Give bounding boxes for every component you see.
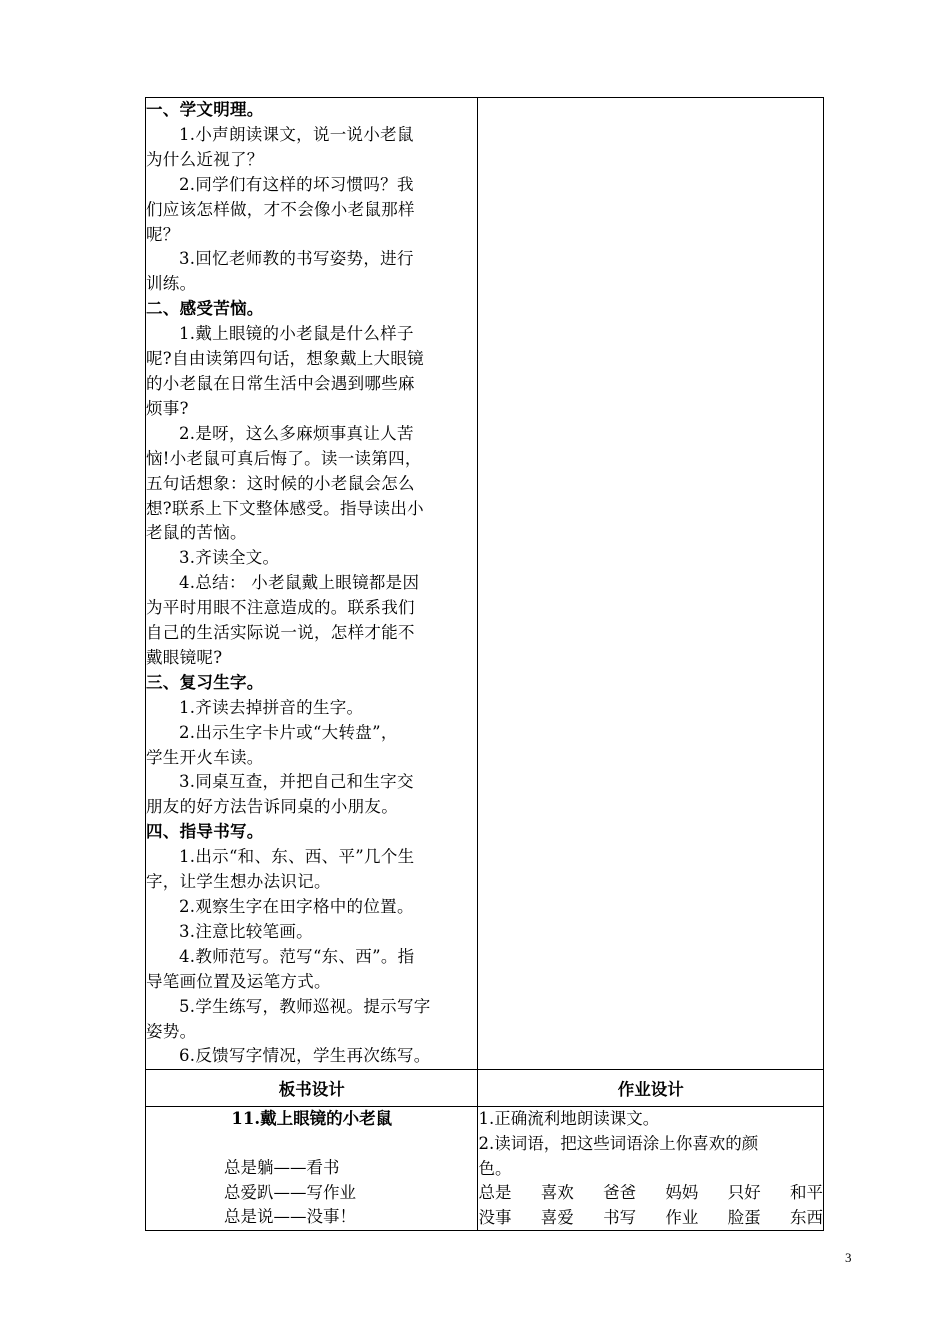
lesson-text-line: 2.观察生字在田字格中的位置。 bbox=[179, 897, 414, 916]
lesson-text-line: 3.注意比较笔画。 bbox=[179, 921, 313, 941]
section-heading: 三、复习生字。 bbox=[146, 672, 264, 692]
design-row bbox=[146, 1107, 824, 1231]
lesson-text-line: 呢？ bbox=[146, 224, 180, 244]
page-number: 3 bbox=[845, 1250, 852, 1265]
lesson-text-line: 为平时用眼不注意造成的。联系我们 bbox=[146, 598, 415, 618]
lesson-plan-table bbox=[145, 97, 824, 1231]
lesson-text-line: 导笔画位置及运笔方式。 bbox=[146, 971, 331, 991]
lesson-text-line: 自己的生活实际说一说，怎样才能不 bbox=[146, 623, 415, 643]
lesson-text-line: 的小老鼠在日常生活中会遇到哪些麻 bbox=[146, 373, 415, 393]
lesson-text-line: 1.齐读去掉拼音的生字。 bbox=[179, 697, 364, 717]
word: 作业 bbox=[665, 1207, 699, 1227]
word: 只好 bbox=[727, 1183, 761, 1203]
word: 和平 bbox=[789, 1183, 823, 1203]
word: 爸爸 bbox=[603, 1183, 637, 1203]
lesson-text-line: 姿势。 bbox=[146, 1021, 197, 1041]
lesson-text-line: 1.戴上眼镜的小老鼠是什么样子 bbox=[179, 324, 414, 344]
section-heading: 二、感受苦恼。 bbox=[146, 299, 264, 319]
word-row bbox=[478, 1206, 823, 1231]
lesson-text-line: 2.同学们有这样的坏习惯吗？我 bbox=[179, 174, 414, 194]
board-line: 总是躺——看书 bbox=[224, 1157, 340, 1177]
word: 妈妈 bbox=[665, 1183, 699, 1203]
section-heading: 四、指导书写。 bbox=[146, 822, 264, 842]
header-row bbox=[146, 1070, 824, 1107]
board-title: 11.戴上眼镜的小老鼠 bbox=[231, 1109, 393, 1129]
lesson-text-line: 朋友的好方法告诉同桌的小朋友。 bbox=[146, 797, 398, 817]
lesson-text-line: 烦事? bbox=[146, 398, 189, 418]
lesson-text-line: 为什么近视了？ bbox=[146, 149, 264, 169]
word: 东西 bbox=[789, 1207, 823, 1227]
lesson-text-line: 3.回忆老师教的书写姿势，进行 bbox=[179, 249, 414, 269]
lesson-text-line: 3.同桌互查，并把自己和生字交 bbox=[179, 772, 414, 792]
lesson-process-cell bbox=[146, 98, 478, 1070]
lesson-text-line: 3.齐读全文。 bbox=[179, 548, 280, 568]
lesson-text-line: 想?联系上下文整体感受。指导读出小 bbox=[146, 498, 424, 518]
lesson-text-line: 们应该怎样做，才不会像小老鼠那样 bbox=[146, 199, 415, 219]
word: 喜欢 bbox=[540, 1183, 574, 1203]
word: 没事 bbox=[478, 1207, 512, 1227]
board-design-header: 板书设计 bbox=[146, 1070, 478, 1107]
lesson-text-line: 老鼠的苦恼。 bbox=[146, 523, 247, 543]
lesson-text-line: 恼!小老鼠可真后悔了。读一读第四， bbox=[146, 448, 422, 468]
board-design-cell bbox=[146, 1107, 478, 1231]
lesson-text-line: 字，让学生想办法识记。 bbox=[146, 872, 331, 892]
word: 总是 bbox=[478, 1183, 512, 1203]
word: 脸蛋 bbox=[727, 1207, 761, 1227]
lesson-text-line: 五句话想象：这时候的小老鼠会怎么 bbox=[146, 473, 415, 493]
lesson-text-line: 学生开火车读。 bbox=[146, 747, 264, 767]
word-row bbox=[478, 1181, 823, 1206]
board-line: 总是说——没事！ bbox=[224, 1207, 356, 1227]
lesson-text-line: 2.出示生字卡片或“大转盘”， bbox=[179, 722, 398, 742]
word: 书写 bbox=[603, 1207, 637, 1227]
lesson-text-line: 6.反馈写字情况，学生再次练写。 bbox=[179, 1046, 431, 1066]
lesson-text-line: 1.小声朗读课文，说一说小老鼠 bbox=[179, 124, 414, 144]
lesson-text-line: 4.教师范写。范写“东、西”。指 bbox=[179, 946, 415, 966]
word: 喜爱 bbox=[540, 1207, 574, 1227]
lesson-text-line: 呢?自由读第四句话，想象戴上大眼镜 bbox=[146, 349, 424, 369]
homework-design-cell bbox=[478, 1107, 824, 1231]
board-line: 总爱趴——写作业 bbox=[224, 1182, 356, 1202]
lesson-text-line: 1.出示“和、东、西、平”几个生 bbox=[179, 847, 415, 867]
homework-item: 1.正确流利地朗读课文。 bbox=[478, 1109, 660, 1129]
section-heading: 一、学文明理。 bbox=[146, 100, 264, 119]
lesson-row bbox=[146, 98, 824, 1070]
lesson-text-line: 2.是呀，这么多麻烦事真让人苦 bbox=[179, 423, 414, 443]
homework-item: 色。 bbox=[478, 1158, 512, 1178]
lesson-text-line: 5.学生练写，教师巡视。提示写字 bbox=[179, 996, 431, 1016]
homework-design-header: 作业设计 bbox=[478, 1070, 824, 1107]
empty-notes-cell bbox=[478, 98, 824, 1070]
lesson-text-line: 戴眼镜呢? bbox=[146, 647, 223, 667]
lesson-text-line: 4.总结： 小老鼠戴上眼镜都是因 bbox=[179, 573, 420, 593]
homework-item: 2.读词语，把这些词语涂上你喜欢的颜 bbox=[478, 1133, 759, 1153]
lesson-text-line: 训练。 bbox=[146, 274, 197, 294]
